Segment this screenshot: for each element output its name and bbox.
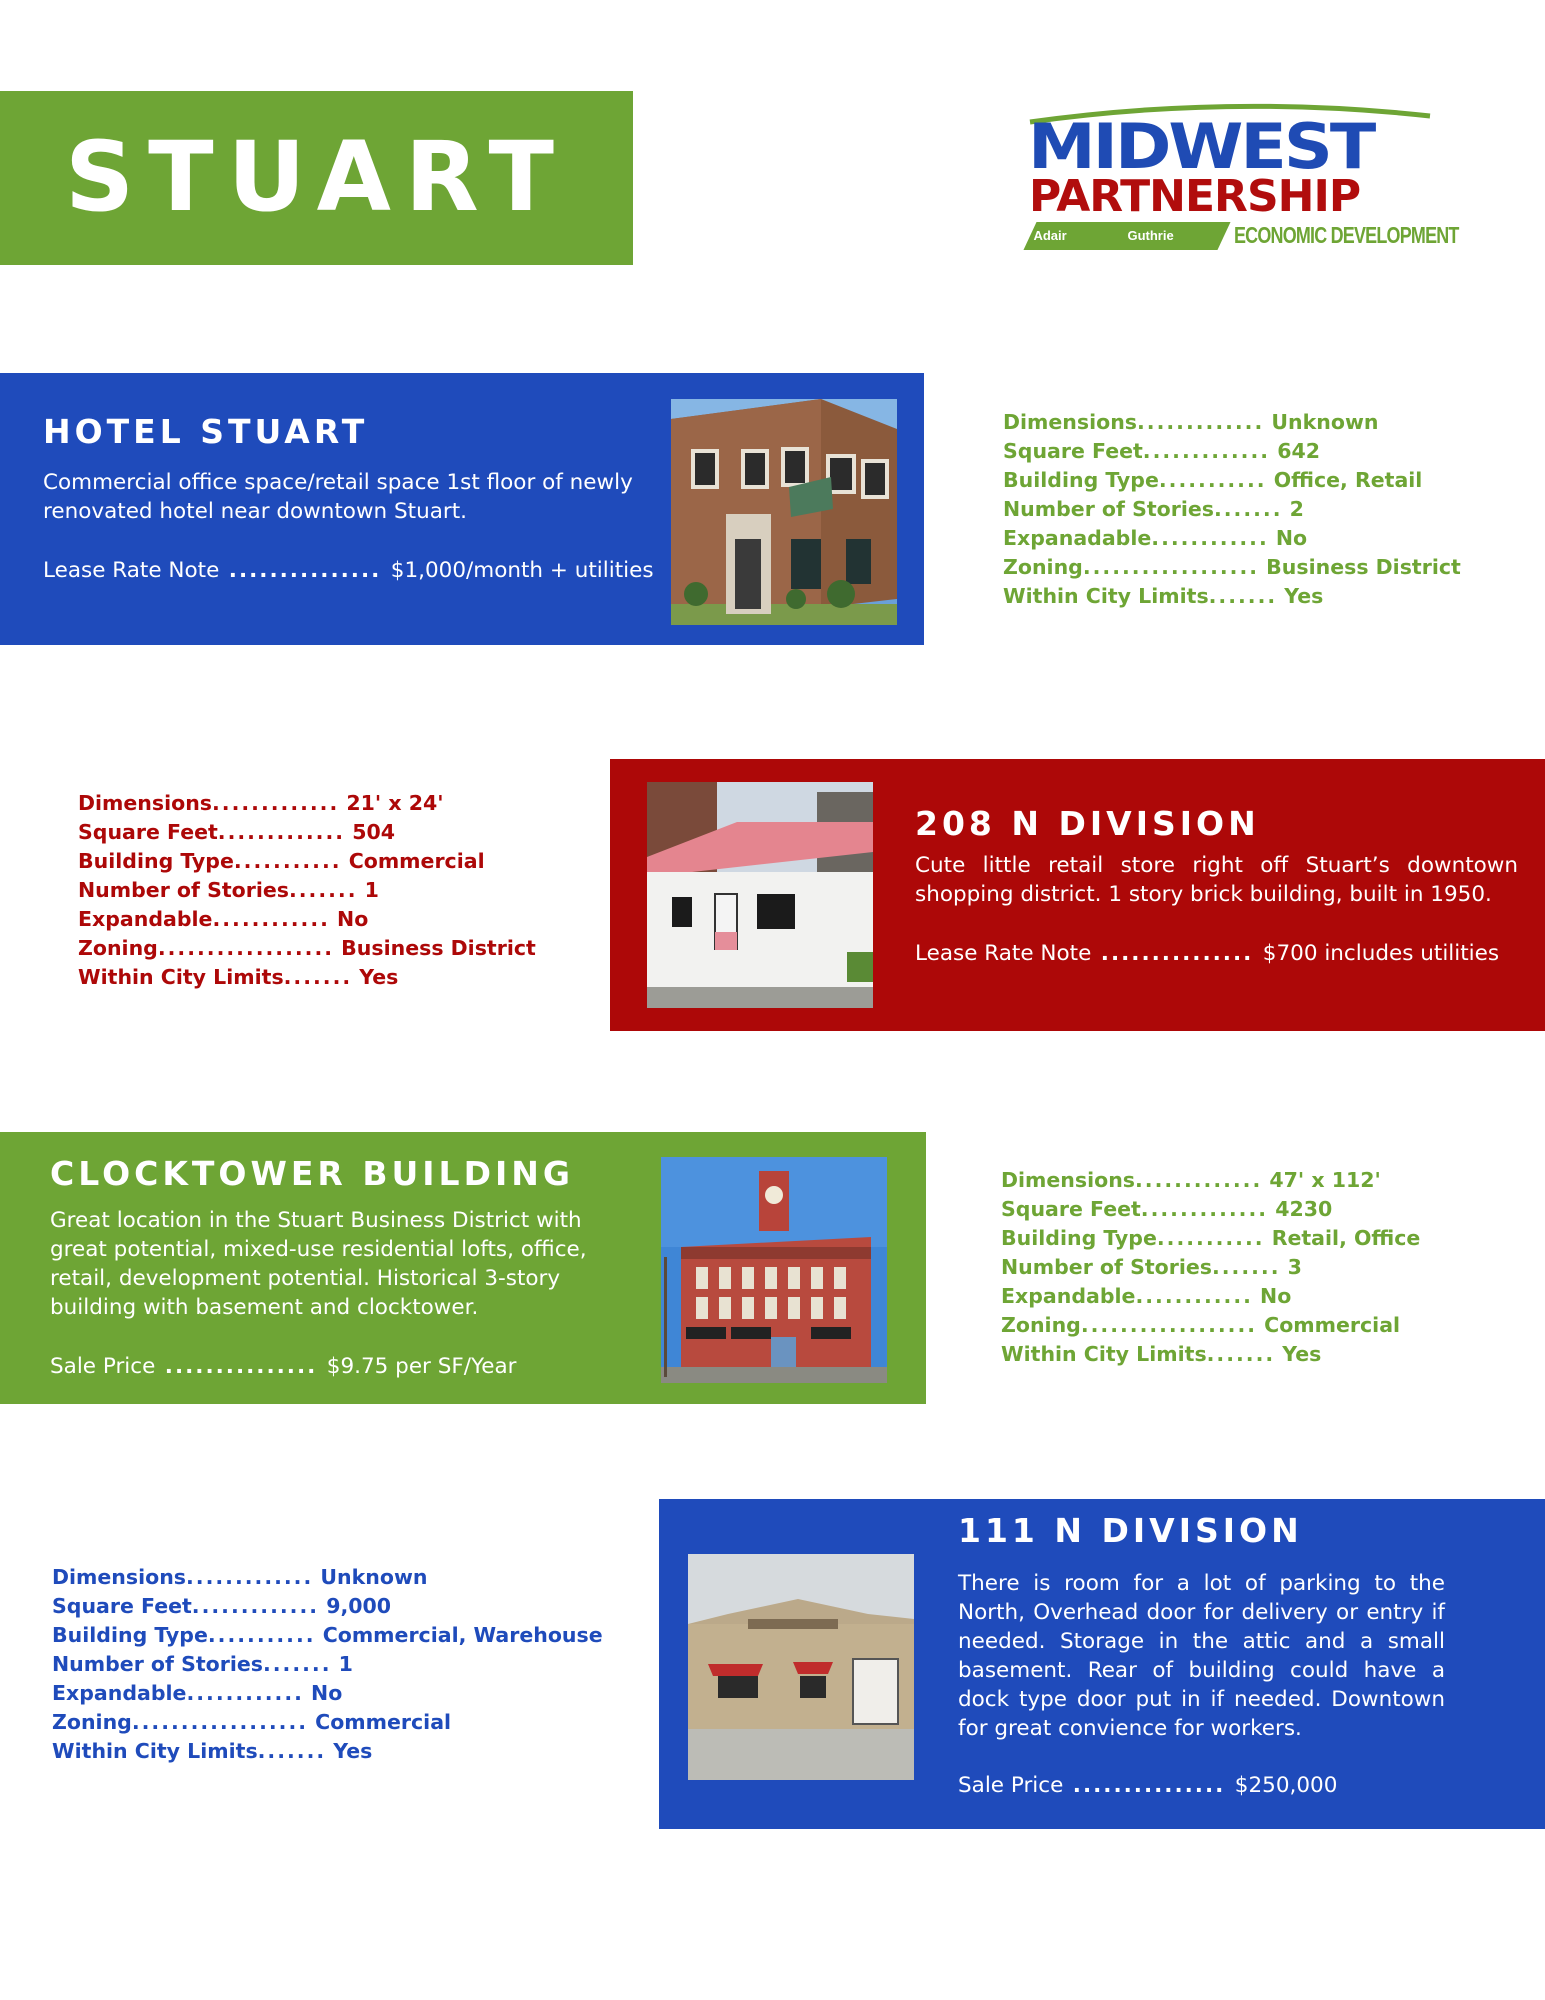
logo-tag-guthrie: Guthrie County	[1117, 222, 1230, 250]
hotel-stuart-photo	[671, 399, 897, 625]
spec-row: Building Type........... Commercial, Warehouse	[52, 1623, 603, 1647]
spec-list-clocktower-building	[1001, 1166, 1420, 1369]
111-n-division-photo	[688, 1554, 914, 1780]
property-description: Great location in the Stuart Business District with great potential, mixed-use residential lofts, office, retail, development potential. Historical 3-story building with basement and clocktower.	[50, 1208, 587, 1320]
spec-row: Within City Limits....... Yes	[78, 965, 399, 989]
spec-row: Dimensions............. 47' x 112'	[1001, 1168, 1381, 1192]
spec-row: Number of Stories....... 1	[52, 1652, 353, 1676]
price-value: $250,000	[1234, 1773, 1338, 1798]
logo-line-partnership: PARTNERSHIP	[1029, 171, 1361, 222]
property-title: 208 N DIVISION	[915, 804, 1260, 843]
logo-tag-adair: Adair County	[1023, 222, 1136, 250]
spec-row: Expandable............ No	[1001, 1284, 1292, 1308]
spec-row: Building Type........... Office, Retail	[1003, 468, 1423, 492]
logo-line-midwest: MIDWEST	[1028, 111, 1374, 184]
spec-row: Expandable............ No	[78, 907, 369, 931]
spec-row: Within City Limits....... Yes	[1003, 584, 1324, 608]
spec-row: Number of Stories....... 3	[1001, 1255, 1302, 1279]
spec-list-208-n-division	[78, 789, 536, 992]
spec-row: Square Feet............. 4230	[1001, 1197, 1333, 1221]
property-description: Cute little retail store right off Stuart’s downtown shopping district. 1 story brick building, built in 1950.	[915, 853, 1518, 907]
spec-row: Dimensions............. 21' x 24'	[78, 791, 444, 815]
page-title: STUART	[64, 121, 568, 233]
property-panel-clocktower-building	[0, 1132, 926, 1404]
property-title: 111 N DIVISION	[958, 1511, 1303, 1550]
spec-row: Square Feet............. 504	[78, 820, 395, 844]
spec-list-111-n-division	[52, 1563, 603, 1766]
property-title: CLOCKTOWER BUILDING	[50, 1154, 574, 1193]
spec-row: Square Feet............. 642	[1003, 439, 1320, 463]
property-panel-208-n-division	[610, 759, 1545, 1031]
property-panel-hotel-stuart	[0, 373, 924, 645]
spec-row: Number of Stories....... 1	[78, 878, 379, 902]
price-value: $9.75 per SF/Year	[326, 1354, 517, 1379]
spec-row: Expandable............ No	[52, 1681, 343, 1705]
spec-row: Building Type........... Commercial	[78, 849, 485, 873]
logo-tagline: ECONOMIC DEVELOPMENT	[1234, 222, 1459, 248]
price-label: Sale Price	[958, 1773, 1064, 1798]
title-banner	[0, 91, 633, 265]
property-price: Sale Price ............... $9.75 per SF/Year	[50, 1354, 517, 1379]
spec-row: Number of Stories....... 2	[1003, 497, 1304, 521]
spec-row: Within City Limits....... Yes	[52, 1739, 373, 1763]
spec-row: Dimensions............. Unknown	[52, 1565, 428, 1589]
property-panel-111-n-division	[659, 1499, 1545, 1829]
price-value: $1,000/month + utilities	[390, 558, 654, 583]
spec-row: Zoning.................. Commercial	[1001, 1313, 1401, 1337]
price-value: $700 includes utilities	[1262, 941, 1500, 966]
clocktower-building-photo	[661, 1157, 887, 1383]
spec-row: Building Type........... Retail, Office	[1001, 1226, 1421, 1250]
spec-row: Zoning.................. Commercial	[52, 1710, 452, 1734]
spec-row: Square Feet............. 9,000	[52, 1594, 392, 1618]
midwest-partnership-logo	[1010, 100, 1459, 271]
spec-list-hotel-stuart	[1003, 408, 1461, 611]
property-title: HOTEL STUART	[43, 412, 369, 451]
price-label: Sale Price	[50, 1354, 156, 1379]
spec-row: Zoning.................. Business District	[1003, 555, 1461, 579]
price-label: Lease Rate Note	[43, 558, 220, 583]
property-description: There is room for a lot of parking to the North, Overhead door for delivery or entry if needed. Storage in the attic and a small basement. Rear of building could have a dock type door put in if needed. Downtown for great convience for workers.	[958, 1571, 1445, 1741]
spec-row: Within City Limits....... Yes	[1001, 1342, 1322, 1366]
208-n-division-photo	[647, 782, 873, 1008]
property-description: Commercial office space/retail space 1st floor of newly renovated hotel near downtown Stuart.	[43, 470, 633, 524]
property-price: Sale Price ............... $250,000	[958, 1773, 1338, 1798]
spec-row: Zoning.................. Business District	[78, 936, 536, 960]
property-price: Lease Rate Note ............... $700 includes utilities	[915, 941, 1500, 966]
price-label: Lease Rate Note	[915, 941, 1092, 966]
spec-row: Dimensions............. Unknown	[1003, 410, 1379, 434]
spec-row: Expanadable............ No	[1003, 526, 1308, 550]
property-price: Lease Rate Note ............... $1,000/month + utilities	[43, 558, 654, 583]
